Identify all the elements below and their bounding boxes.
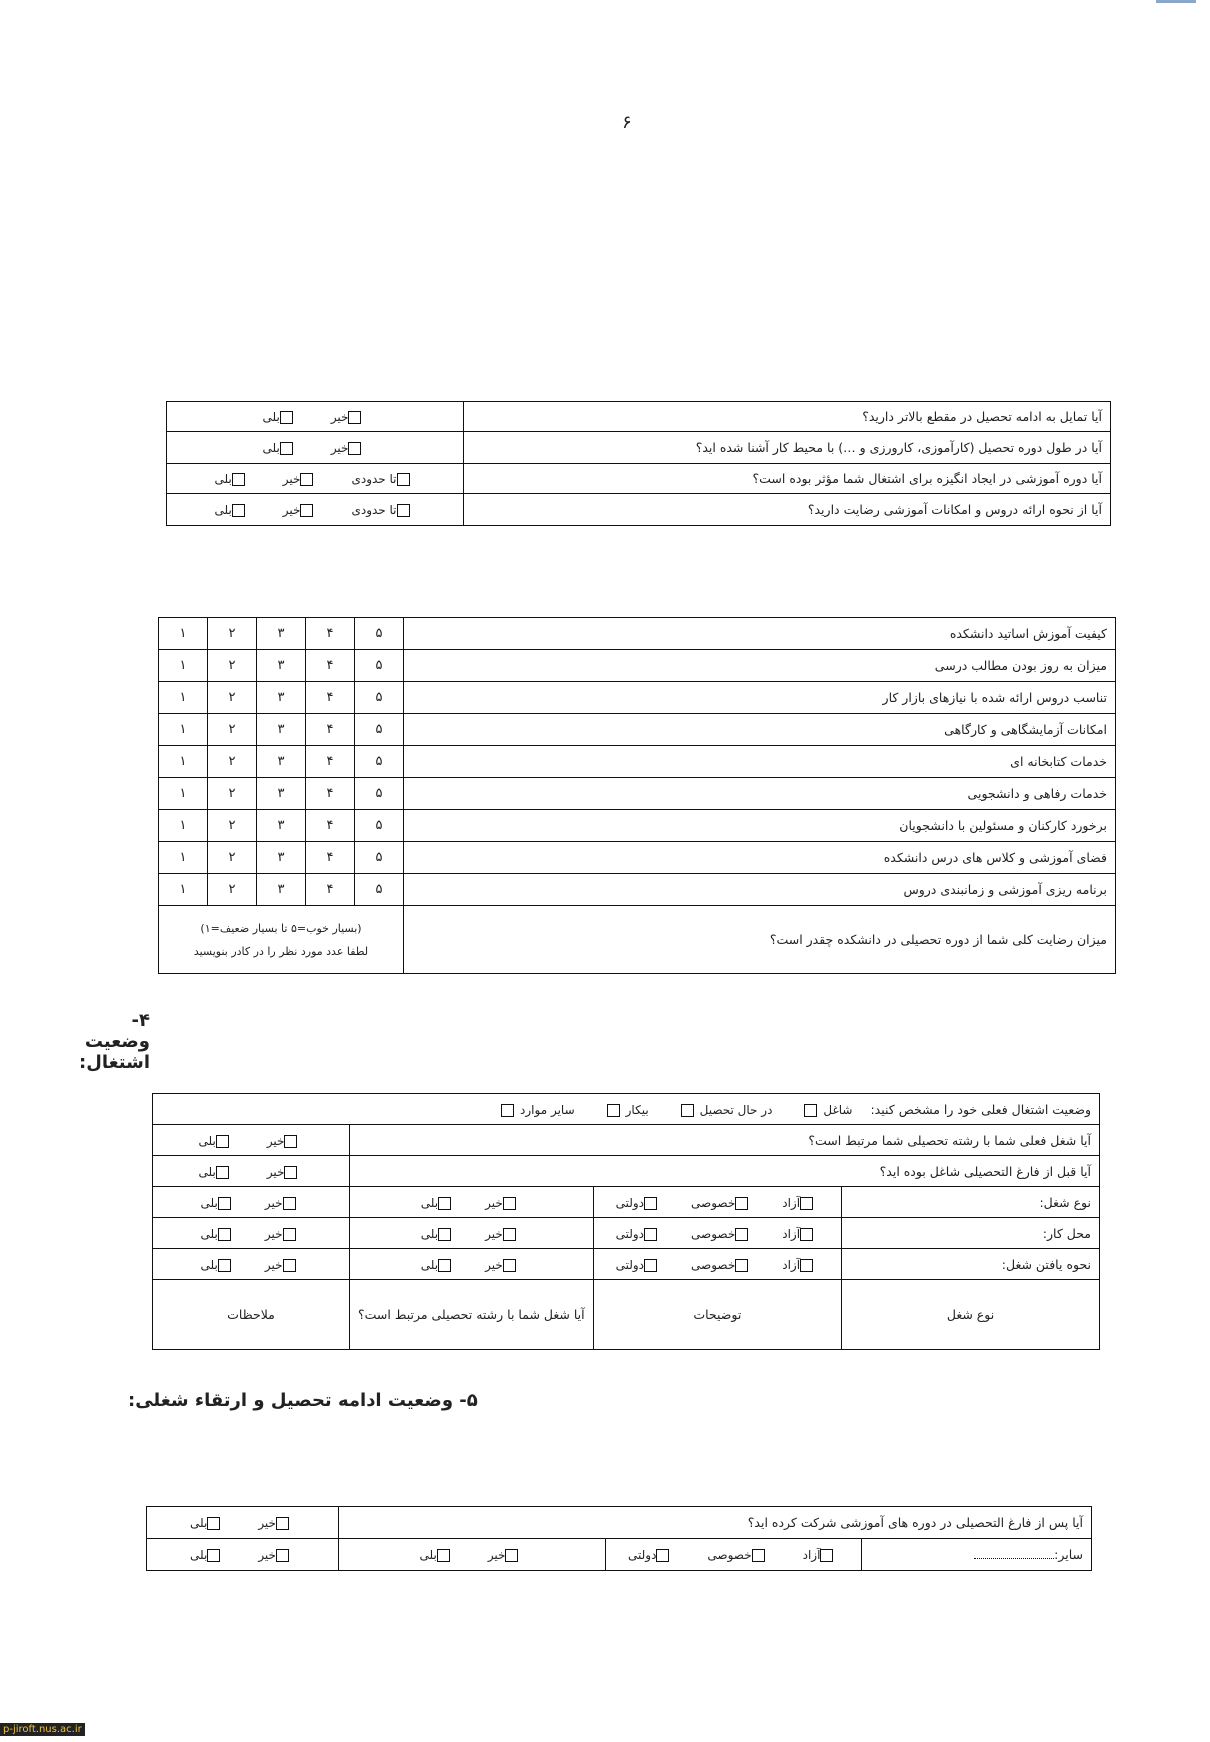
option-no[interactable] <box>488 1548 525 1562</box>
employment-status-cell <box>153 1094 1100 1125</box>
option-label: بلی <box>198 1164 216 1179</box>
option-label: آزاد <box>802 1548 821 1562</box>
question-cell: آیا تمایل به ادامه تحصیل در مقطع بالاتر دارید؟ <box>464 402 1111 432</box>
option-no[interactable] <box>331 441 368 455</box>
checkbox[interactable] <box>800 1259 813 1272</box>
option-no[interactable] <box>283 503 320 517</box>
checkbox[interactable] <box>276 1517 289 1530</box>
option-label: بلی <box>198 1133 216 1148</box>
option-private[interactable] <box>707 1548 770 1562</box>
table-further-study <box>146 1506 1092 1571</box>
option-yes[interactable] <box>214 503 250 517</box>
table-row <box>153 1249 1100 1280</box>
option-free[interactable] <box>782 1196 819 1210</box>
option-label: خیر <box>266 1133 285 1148</box>
option-no[interactable] <box>265 1227 302 1241</box>
rating-option[interactable]: ۳ <box>257 714 306 746</box>
rating-option[interactable]: ۴ <box>306 650 355 682</box>
rating-option[interactable]: ۴ <box>306 842 355 874</box>
options-cell <box>593 1187 841 1218</box>
option-yes[interactable] <box>190 1548 226 1562</box>
rating-option[interactable]: ۲ <box>208 618 257 650</box>
option-free[interactable] <box>803 1548 840 1562</box>
table-row <box>159 906 1116 974</box>
option-no[interactable] <box>267 1165 304 1179</box>
rating-option[interactable]: ۳ <box>257 618 306 650</box>
option-label: خیر <box>258 1548 276 1562</box>
option-no[interactable] <box>265 1196 302 1210</box>
other-cell[interactable] <box>862 1539 1092 1571</box>
table-row <box>159 746 1116 778</box>
rating-option[interactable]: ۲ <box>208 714 257 746</box>
question-cell: آیا از نحوه ارائه دروس و امکانات آموزشی رضایت دارید؟ <box>464 494 1111 526</box>
table-row <box>159 810 1116 842</box>
rating-option[interactable]: ۲ <box>208 746 257 778</box>
footer-cell: ملاحظات <box>153 1280 350 1350</box>
option-label: بلی <box>262 441 280 455</box>
checkbox[interactable] <box>607 1104 620 1117</box>
rating-option[interactable]: ۴ <box>306 874 355 906</box>
option-no[interactable] <box>283 472 320 486</box>
table-general-questions <box>166 401 1111 526</box>
checkbox[interactable] <box>283 1197 296 1210</box>
rating-option[interactable]: ۵ <box>355 810 404 842</box>
options-cell <box>147 1539 339 1571</box>
option-partly[interactable] <box>351 472 415 486</box>
table-row <box>159 650 1116 682</box>
checkbox[interactable] <box>735 1228 748 1241</box>
rating-option[interactable]: ۵ <box>355 650 404 682</box>
summary-scale-cell[interactable] <box>159 906 404 974</box>
footer-cell: آیا شغل شما با رشته تحصیلی مرتبط است؟ <box>350 1280 594 1350</box>
rating-question: تناسب دروس ارائه شده با نیازهای بازار کار <box>404 682 1116 714</box>
option-label: بلی <box>420 1195 439 1210</box>
options-cell <box>153 1249 350 1280</box>
option-label: بیکار <box>625 1102 649 1117</box>
option-yes[interactable] <box>421 1227 457 1241</box>
checkbox[interactable] <box>284 1135 297 1148</box>
option-label: خیر <box>485 1226 503 1241</box>
options-cell <box>350 1249 594 1280</box>
checkbox[interactable] <box>280 442 293 455</box>
option-label: خیر <box>264 1195 283 1210</box>
option-no[interactable] <box>267 1134 304 1148</box>
option-label: در حال تحصیل <box>699 1102 773 1117</box>
option-partly[interactable] <box>351 503 415 517</box>
rating-option[interactable]: ۲ <box>208 842 257 874</box>
table-row <box>153 1094 1100 1125</box>
option-label: سایر موارد <box>520 1102 575 1117</box>
option-label: تا حدودی <box>351 472 397 486</box>
option-label: خیر <box>258 1516 276 1530</box>
table-row <box>159 618 1116 650</box>
option-label: خیر <box>282 472 301 486</box>
option-label: خصوصی <box>707 1548 752 1562</box>
option-label: بلی <box>420 1257 439 1272</box>
option-yes[interactable] <box>420 1548 456 1562</box>
rating-option[interactable]: ۵ <box>355 874 404 906</box>
options-cell <box>153 1187 350 1218</box>
checkbox[interactable] <box>397 473 410 486</box>
rating-option[interactable]: ۲ <box>208 874 257 906</box>
rating-option[interactable]: ۳ <box>257 874 306 906</box>
blank-line[interactable] <box>974 1558 1054 1559</box>
option-label: دولتی <box>615 1226 645 1241</box>
option-label: دولتی <box>628 1548 657 1562</box>
option-govt[interactable] <box>616 1227 663 1241</box>
table-row <box>159 778 1116 810</box>
option-label: خصوصی <box>691 1257 736 1272</box>
rating-option[interactable]: ۱ <box>159 682 208 714</box>
section-5-title: ۵- وضعیت ادامه تحصیل و ارتقاء شغلی: <box>128 1390 478 1411</box>
table-row <box>167 494 1111 526</box>
option-no[interactable] <box>485 1258 522 1272</box>
option-no[interactable] <box>331 410 368 424</box>
rating-option[interactable]: ۳ <box>257 842 306 874</box>
rating-option[interactable]: ۴ <box>306 618 355 650</box>
other-label: سایر: <box>1054 1547 1083 1562</box>
checkbox[interactable] <box>505 1549 518 1562</box>
question-cell: آیا پس از فارغ التحصیلی در دوره های آموزشی شرکت کرده اید؟ <box>339 1507 1092 1539</box>
table-row <box>159 682 1116 714</box>
job-row-label: محل کار: <box>842 1218 1100 1249</box>
option-label: خیر <box>282 503 301 517</box>
option-yes[interactable] <box>421 1258 457 1272</box>
rating-question: امکانات آزمایشگاهی و کارگاهی <box>404 714 1116 746</box>
rating-option[interactable]: ۳ <box>257 650 306 682</box>
options-cell <box>153 1218 350 1249</box>
checkbox[interactable] <box>438 1259 451 1272</box>
option-yes[interactable] <box>263 410 299 424</box>
summary-scale-instruction: لطفا عدد مورد نظر را در کادر بنویسید <box>193 944 369 958</box>
option-label: آزاد <box>782 1195 801 1210</box>
option-other[interactable] <box>501 1103 575 1117</box>
checkbox[interactable] <box>501 1104 514 1117</box>
checkbox[interactable] <box>284 1166 297 1179</box>
option-label: خیر <box>266 1164 285 1179</box>
option-private[interactable] <box>691 1258 754 1272</box>
checkbox[interactable] <box>820 1549 833 1562</box>
job-row-label: نحوه یافتن شغل: <box>842 1249 1100 1280</box>
option-free[interactable] <box>782 1227 819 1241</box>
table-employment <box>152 1093 1100 1350</box>
option-yes[interactable] <box>201 1196 237 1210</box>
rating-option[interactable]: ۵ <box>355 618 404 650</box>
checkbox[interactable] <box>437 1549 450 1562</box>
section-4-title: ۴- وضعیت اشتغال: <box>79 1010 150 1073</box>
checkbox[interactable] <box>283 1228 296 1241</box>
option-yes[interactable] <box>190 1516 226 1530</box>
checkbox[interactable] <box>503 1197 516 1210</box>
checkbox[interactable] <box>300 473 313 486</box>
rating-option[interactable]: ۵ <box>355 714 404 746</box>
summary-scale-note: (بسیار خوب=۵ تا بسیار ضعیف=۱) <box>200 921 362 935</box>
rating-option[interactable]: ۴ <box>306 810 355 842</box>
rating-option[interactable]: ۲ <box>208 682 257 714</box>
checkbox[interactable] <box>348 442 361 455</box>
rating-option[interactable]: ۱ <box>159 874 208 906</box>
table-row <box>153 1280 1100 1350</box>
option-yes[interactable] <box>201 1227 237 1241</box>
rating-option[interactable]: ۱ <box>159 810 208 842</box>
option-private[interactable] <box>691 1227 754 1241</box>
rating-option[interactable]: ۳ <box>257 746 306 778</box>
options-cell <box>350 1218 594 1249</box>
option-label: آزاد <box>782 1226 801 1241</box>
watermark: p-jiroft.nus.ac.ir <box>0 1723 85 1736</box>
checkbox[interactable] <box>283 1259 296 1272</box>
rating-option[interactable]: ۱ <box>159 746 208 778</box>
option-employed[interactable] <box>804 1103 852 1117</box>
rating-option[interactable]: ۱ <box>159 842 208 874</box>
checkbox[interactable] <box>752 1549 765 1562</box>
option-free[interactable] <box>782 1258 819 1272</box>
checkbox[interactable] <box>232 473 245 486</box>
footer-cell: توضیحات <box>593 1280 841 1350</box>
option-govt[interactable] <box>616 1196 663 1210</box>
checkbox[interactable] <box>397 504 410 517</box>
rating-question: میزان به روز بودن مطالب درسی <box>404 650 1116 682</box>
rating-option[interactable]: ۱ <box>159 618 208 650</box>
rating-option[interactable]: ۱ <box>159 650 208 682</box>
rating-option[interactable]: ۵ <box>355 746 404 778</box>
options-cell <box>167 464 464 494</box>
option-no[interactable] <box>258 1516 295 1530</box>
checkbox[interactable] <box>800 1228 813 1241</box>
option-label: بلی <box>419 1548 437 1562</box>
options-cell <box>147 1507 339 1539</box>
checkbox[interactable] <box>207 1549 220 1562</box>
options-cell <box>153 1156 350 1187</box>
option-govt[interactable] <box>616 1258 663 1272</box>
checkbox[interactable] <box>503 1259 516 1272</box>
option-label: خیر <box>330 441 349 455</box>
checkbox[interactable] <box>656 1549 669 1562</box>
job-row-label: نوع شغل: <box>842 1187 1100 1218</box>
table-row <box>153 1125 1100 1156</box>
rating-option[interactable]: ۲ <box>208 810 257 842</box>
rating-question: برنامه ریزی آموزشی و زمانبندی دروس <box>404 874 1116 906</box>
page-number: ۶ <box>622 112 632 133</box>
option-label: بلی <box>200 1195 218 1210</box>
checkbox[interactable] <box>804 1104 817 1117</box>
option-yes[interactable] <box>199 1165 235 1179</box>
table-row <box>167 432 1111 464</box>
rating-question: فضای آموزشی و کلاس های درس دانشکده <box>404 842 1116 874</box>
question-cell: آیا قبل از فارغ التحصیلی شاغل بوده اید؟ <box>350 1156 1100 1187</box>
table-row <box>159 714 1116 746</box>
option-private[interactable] <box>691 1196 754 1210</box>
checkbox[interactable] <box>735 1197 748 1210</box>
checkbox[interactable] <box>207 1517 220 1530</box>
question-cell: آیا دوره آموزشی در ایجاد انگیزه برای اشتغال شما مؤثر بوده است؟ <box>464 464 1111 494</box>
option-label: تا حدودی <box>351 503 397 517</box>
option-studying[interactable] <box>681 1103 773 1117</box>
checkbox[interactable] <box>216 1135 229 1148</box>
option-label: خصوصی <box>691 1226 736 1241</box>
table-row <box>153 1187 1100 1218</box>
checkbox[interactable] <box>644 1228 657 1241</box>
options-cell <box>167 494 464 526</box>
checkbox[interactable] <box>348 411 361 424</box>
option-label: خیر <box>264 1226 283 1241</box>
rating-question: خدمات کتابخانه ای <box>404 746 1116 778</box>
checkbox[interactable] <box>800 1197 813 1210</box>
table-row <box>147 1539 1092 1571</box>
option-label: خیر <box>330 410 349 424</box>
option-label: خصوصی <box>691 1195 736 1210</box>
table-row <box>159 874 1116 906</box>
checkbox[interactable] <box>218 1259 231 1272</box>
rating-option[interactable]: ۵ <box>355 682 404 714</box>
options-cell <box>606 1539 862 1571</box>
option-label: دولتی <box>615 1195 645 1210</box>
checkbox[interactable] <box>218 1197 231 1210</box>
option-unemployed[interactable] <box>607 1103 649 1117</box>
table-row <box>153 1218 1100 1249</box>
option-label: بلی <box>214 472 232 486</box>
checkbox[interactable] <box>300 504 313 517</box>
rating-option[interactable]: ۱ <box>159 714 208 746</box>
checkbox[interactable] <box>232 504 245 517</box>
table-row <box>147 1507 1092 1539</box>
checkbox[interactable] <box>644 1259 657 1272</box>
option-label: بلی <box>420 1226 439 1241</box>
rating-option[interactable]: ۲ <box>208 778 257 810</box>
option-label: شاغل <box>823 1102 853 1117</box>
option-label: بلی <box>190 1516 208 1530</box>
checkbox[interactable] <box>280 411 293 424</box>
rating-option[interactable]: ۳ <box>257 810 306 842</box>
options-cell <box>593 1218 841 1249</box>
rating-option[interactable]: ۴ <box>306 778 355 810</box>
option-label: خیر <box>487 1548 506 1562</box>
rating-option[interactable]: ۲ <box>208 650 257 682</box>
checkbox[interactable] <box>438 1197 451 1210</box>
question-label: وضعیت اشتغال فعلی خود را مشخص کنید: <box>870 1101 1091 1117</box>
question-cell: آیا شغل فعلی شما با رشته تحصیلی شما مرتبط است؟ <box>350 1125 1100 1156</box>
options-cell <box>593 1249 841 1280</box>
options-cell <box>350 1187 594 1218</box>
option-yes[interactable] <box>201 1258 237 1272</box>
option-label: بلی <box>262 410 280 424</box>
rating-option[interactable]: ۴ <box>306 682 355 714</box>
rating-question: خدمات رفاهی و دانشجویی <box>404 778 1116 810</box>
options-cell <box>153 1125 350 1156</box>
checkbox[interactable] <box>438 1228 451 1241</box>
footer-cell: نوع شغل <box>842 1280 1100 1350</box>
table-row <box>167 464 1111 494</box>
rating-option[interactable]: ۴ <box>306 714 355 746</box>
option-yes[interactable] <box>199 1134 235 1148</box>
option-label: بلی <box>200 1257 218 1272</box>
rating-question: کیفیت آموزش اساتید دانشکده <box>404 618 1116 650</box>
table-row <box>159 842 1116 874</box>
rating-option[interactable]: ۳ <box>257 778 306 810</box>
question-cell: آیا در طول دوره تحصیل (کارآموزی، کارورزی و …) با محیط کار آشنا شده اید؟ <box>464 432 1111 464</box>
rating-option[interactable]: ۵ <box>355 842 404 874</box>
checkbox[interactable] <box>681 1104 694 1117</box>
table-row <box>167 402 1111 432</box>
rating-option[interactable]: ۴ <box>306 746 355 778</box>
checkbox[interactable] <box>218 1228 231 1241</box>
rating-option[interactable]: ۱ <box>159 778 208 810</box>
corner-mark <box>1156 0 1196 3</box>
option-label: آزاد <box>782 1257 801 1272</box>
checkbox[interactable] <box>735 1259 748 1272</box>
option-no[interactable] <box>265 1258 302 1272</box>
option-label: دولتی <box>615 1257 645 1272</box>
checkbox[interactable] <box>503 1228 516 1241</box>
option-no[interactable] <box>485 1227 522 1241</box>
option-label: خیر <box>264 1257 283 1272</box>
rating-question: برخورد کارکنان و مسئولین با دانشجویان <box>404 810 1116 842</box>
rating-option[interactable]: ۵ <box>355 778 404 810</box>
option-yes[interactable] <box>263 441 299 455</box>
checkbox[interactable] <box>216 1166 229 1179</box>
option-label: خیر <box>485 1257 503 1272</box>
option-no[interactable] <box>485 1196 522 1210</box>
table-rating <box>158 617 1116 974</box>
checkbox[interactable] <box>644 1197 657 1210</box>
checkbox[interactable] <box>276 1549 289 1562</box>
rating-option[interactable]: ۳ <box>257 682 306 714</box>
option-govt[interactable] <box>628 1548 675 1562</box>
option-label: خیر <box>485 1195 503 1210</box>
summary-question: میزان رضایت کلی شما از دوره تحصیلی در دانشکده چقدر است؟ <box>404 906 1116 974</box>
option-label: بلی <box>214 503 232 517</box>
option-label: بلی <box>190 1548 208 1562</box>
table-row <box>153 1156 1100 1187</box>
options-cell <box>339 1539 606 1571</box>
options-cell <box>167 402 464 432</box>
option-no[interactable] <box>258 1548 295 1562</box>
option-yes[interactable] <box>214 472 250 486</box>
option-label: بلی <box>200 1226 218 1241</box>
options-cell <box>167 432 464 464</box>
option-yes[interactable] <box>421 1196 457 1210</box>
